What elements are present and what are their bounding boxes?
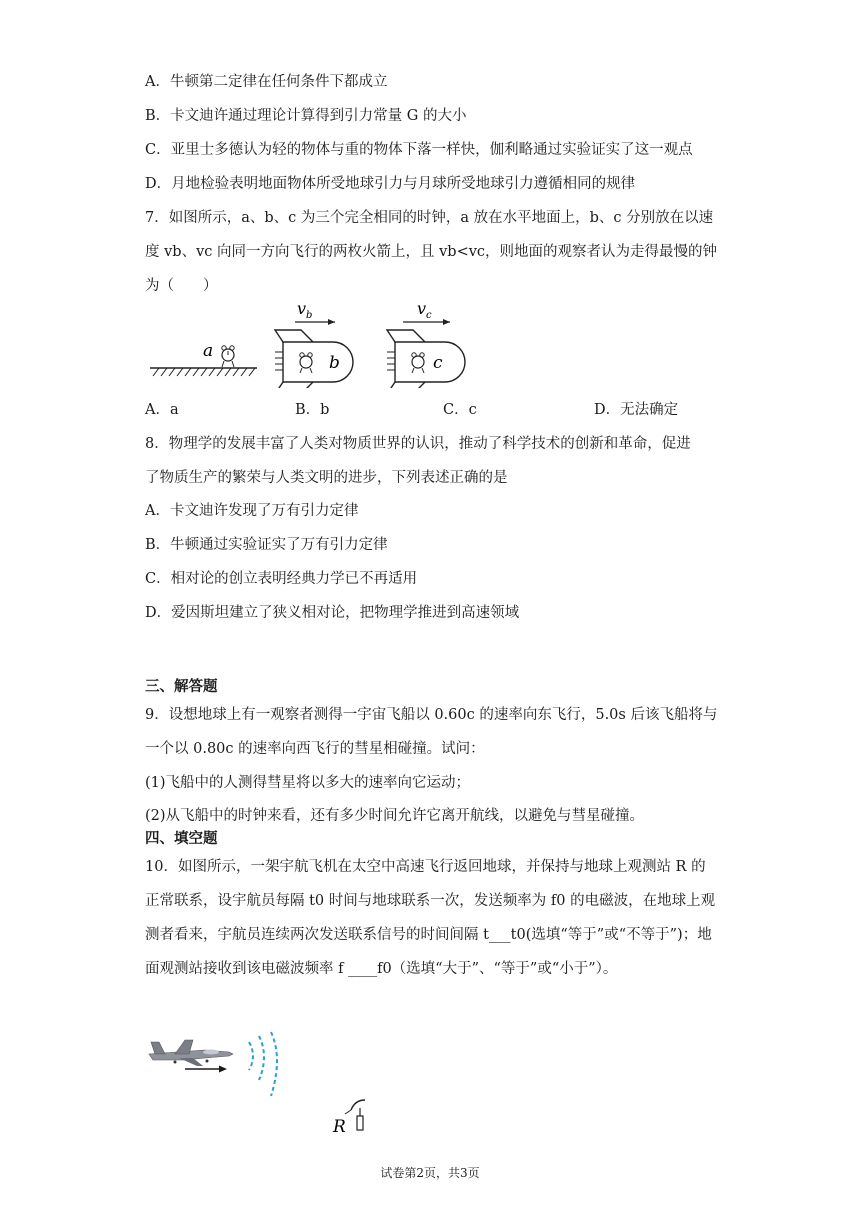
- alarm-clock-a-icon: [222, 346, 234, 367]
- q10-line-2: 正常联系，设宇航员每隔 t0 时间与地球联系一次，发送频率为 f0 的电磁波，在地球上观: [145, 893, 716, 909]
- q8-option-a: A．卡文迪许发现了万有引力定律: [145, 503, 359, 519]
- q7-option-c: C．c: [443, 402, 477, 418]
- q8-option-d: D．爱因斯坦建立了狭义相对论，把物理学推进到高速领域: [145, 605, 520, 621]
- rocket-b-label: b: [329, 353, 340, 373]
- rocket-b: [275, 330, 353, 388]
- velocity-b-arrow: [295, 319, 335, 325]
- q8-stem-line-2: 了物质生产的繁荣与人类文明的进步，下列表述正确的是: [145, 470, 508, 486]
- rocket-c: [387, 330, 465, 388]
- page-footer: 试卷第2页，共3页: [380, 1166, 480, 1180]
- q8-option-b: B．牛顿通过实验证实了万有引力定律: [145, 537, 388, 553]
- station-r-label: R: [333, 1117, 346, 1137]
- q9-line-1: 9．设想地球上有一观察者测得一宇宙飞船以 0.60c 的速率向东飞行，5.0s 后该飞船将与: [145, 707, 718, 723]
- q7-stem-line-2: 度 vb、vc 向同一方向飞行的两枚火箭上，且 vb<vc，则地面的观察者认为走得最慢的钟: [145, 244, 718, 260]
- q7-option-d: D．无法确定: [594, 402, 679, 418]
- q8-stem-line-1: 8．物理学的发展丰富了人类对物质世界的认识，推动了科学技术的创新和革命，促进: [145, 436, 691, 452]
- radio-waves: [249, 1032, 277, 1096]
- q6-option-a: A．牛顿第二定律在任何条件下都成立: [145, 74, 388, 90]
- q9-part-2: (2)从飞船中的时钟来看，还有多少时间允许它离开航线，以避免与彗星碰撞。: [145, 808, 645, 824]
- q10-line-3: 测者看来，宇航员连续两次发送联系信号的时间间隔 t___t0(选填“等于”或“不等于”)；地: [145, 927, 712, 943]
- q10-line-4: 面观测站接收到该电磁波频率 f ____f0（选填“大于”、“等于”或“小于”）。: [145, 961, 618, 977]
- q6-option-b: B．卡文迪许通过理论计算得到引力常量 G 的大小: [145, 108, 467, 124]
- q7-figure: [145, 298, 485, 388]
- section-4-heading: 四、填空题: [145, 830, 218, 847]
- q8-option-c: C．相对论的创立表明经典力学已不再适用: [145, 571, 418, 587]
- q6-option-c: C．亚里士多德认为轻的物体与重的物体下落一样快，伽利略通过实验证实了这一观点: [145, 142, 693, 158]
- q10-figure: [145, 1030, 385, 1140]
- rocket-c-label: c: [433, 353, 443, 373]
- jet-plane-icon: [149, 1040, 233, 1066]
- q7-option-a: A．a: [145, 402, 179, 418]
- clock-a-label: a: [203, 341, 214, 361]
- direction-arrow: [185, 1066, 227, 1073]
- q7-stem-line-3: 为（ ）: [145, 278, 218, 294]
- q7-stem-line-1: 7．如图所示，a、b、c 为三个完全相同的时钟，a 放在水平地面上，b、c 分别放在以速: [145, 210, 714, 226]
- ground: [150, 368, 257, 376]
- section-3-heading: 三、解答题: [145, 678, 218, 695]
- q7-option-b: B．b: [295, 402, 330, 418]
- q6-option-d: D．月地检验表明地面物体所受地球引力与月球所受地球引力遵循相同的规律: [145, 176, 636, 192]
- q10-line-1: 10．如图所示，一架宇航飞机在太空中高速飞行返回地球，并保持与地球上观测站 R 的: [145, 859, 706, 875]
- q9-part-1: (1)飞船中的人测得彗星将以多大的速率向它运动；: [145, 775, 471, 791]
- radar-station-icon: [345, 1100, 365, 1130]
- q9-line-2: 一个以 0.80c 的速率向西飞行的彗星相碰撞。试问：: [145, 741, 485, 757]
- velocity-c-label: $v_c$: [417, 299, 432, 321]
- velocity-b-label: $v_b$: [297, 299, 313, 321]
